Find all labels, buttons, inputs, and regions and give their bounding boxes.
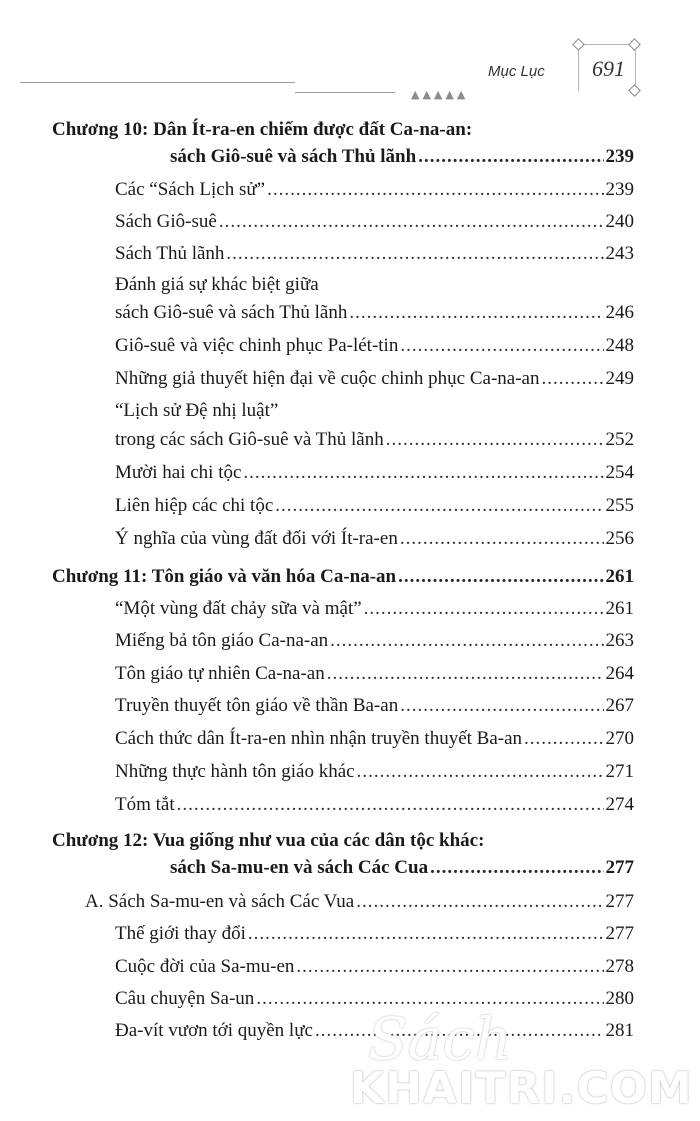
toc-entry-page: 255 — [605, 495, 634, 516]
toc-entry-page: 271 — [605, 761, 634, 782]
header-rule-short — [295, 92, 395, 93]
toc-section-entry[interactable] — [85, 890, 634, 914]
chapter-12-page: 277 — [605, 857, 634, 878]
dot-leader — [330, 629, 603, 653]
chapter-10-title-line1: Chương 10: Dân Ít-ra-en chiếm được đất Ca-na-an: — [52, 119, 473, 140]
toc-entry[interactable] — [115, 793, 634, 817]
dot-leader — [400, 334, 603, 358]
toc-section-title: A. Sách Sa-mu-en và sách Các Vua — [85, 891, 355, 912]
toc-entry-page: 246 — [605, 302, 634, 323]
chapter-11-page: 261 — [605, 566, 634, 587]
dot-leader — [243, 461, 603, 485]
chapter-11-entry[interactable] — [52, 565, 634, 589]
toc-entry[interactable] — [115, 494, 634, 518]
toc-entry[interactable] — [115, 760, 634, 784]
dot-leader — [524, 727, 603, 751]
dot-leader — [226, 242, 603, 266]
chapter-10-page: 239 — [605, 146, 634, 167]
toc-entry[interactable] — [115, 210, 634, 234]
toc-entry-title: Tôn giáo tự nhiên Ca-na-an — [115, 663, 325, 684]
toc-entry-title: Cách thức dân Ít-ra-en nhìn nhận truyền thuyết Ba-an — [115, 728, 523, 749]
dot-leader — [357, 760, 604, 784]
toc-entry[interactable] — [115, 367, 634, 391]
toc-entry[interactable] — [115, 629, 634, 653]
toc-entry-page: 256 — [605, 528, 634, 549]
dot-leader — [418, 145, 603, 169]
chapter-12-title-line2: sách Sa-mu-en và sách Các Cua — [170, 857, 429, 878]
chapter-10-title-line2: sách Giô-suê và sách Thủ lãnh — [170, 146, 417, 167]
toc-entry-title: Miếng bả tôn giáo Ca-na-an — [115, 630, 329, 651]
toc-entry-title: Truyền thuyết tôn giáo về thần Ba-an — [115, 695, 399, 716]
toc-entry-page: 267 — [605, 695, 634, 716]
dot-leader — [400, 694, 603, 718]
toc-entry-title: “Một vùng đất chảy sữa và mật” — [115, 598, 362, 619]
toc-entry-title: Sách Thủ lãnh — [115, 243, 225, 264]
toc-entry-page: 252 — [605, 429, 634, 450]
toc-entry-title: Cuộc đời của Sa-mu-en — [115, 956, 295, 977]
toc-section-page: 277 — [605, 891, 634, 912]
chapter-11-title: Chương 11: Tôn giáo và văn hóa Ca-na-an — [52, 566, 397, 587]
page-number: 691 — [592, 56, 625, 81]
toc-entry-page: 280 — [605, 988, 634, 1009]
toc-entry-title: Giô-suê và việc chinh phục Pa-lét-tin — [115, 335, 399, 356]
toc-entry[interactable] — [115, 301, 634, 325]
toc-entry[interactable] — [115, 178, 634, 202]
toc-entry-title: Mười hai chi tộc — [115, 462, 242, 483]
toc-entry-page: 240 — [605, 211, 634, 232]
toc-entry-title: Liên hiệp các chi tộc — [115, 495, 274, 516]
dot-leader — [364, 597, 604, 621]
toc-entry[interactable] — [115, 527, 634, 551]
chapter-12-title-line1: Chương 12: Vua giống như vua của các dân tộc khác: — [52, 830, 485, 851]
toc-entry-page: 239 — [605, 179, 634, 200]
toc-entry-page: 277 — [605, 923, 634, 944]
toc-entry[interactable] — [115, 242, 634, 266]
toc-entry-page: 270 — [605, 728, 634, 749]
toc-entry[interactable] — [115, 727, 634, 751]
triangle-ornament-icon: ▲▲▲▲▲ — [411, 88, 469, 101]
toc-entry-page: 263 — [605, 630, 634, 651]
toc-entry-title-line1: “Lịch sử Đệ nhị luật” — [115, 400, 279, 421]
toc-entry-title: Câu chuyện Sa-un — [115, 988, 255, 1009]
toc-entry[interactable] — [115, 334, 634, 358]
toc-entry-title: Những giả thuyết hiện đại về cuộc chinh phục Ca-na-an — [115, 368, 540, 389]
watermark-script: Sách — [368, 1005, 513, 1073]
toc-entry-page: 274 — [605, 794, 634, 815]
dot-leader — [386, 428, 604, 452]
toc-entry-title: Ý nghĩa của vùng đất đối với Ít-ra-en — [115, 528, 398, 549]
toc-entry[interactable] — [115, 461, 634, 485]
toc-entry-page: 248 — [605, 335, 634, 356]
dot-leader — [296, 955, 603, 979]
toc-entry-title-line1: Đánh giá sự khác biệt giữa — [115, 274, 319, 295]
toc-entry-title: Sách Giô-suê — [115, 211, 217, 232]
chapter-10-entry[interactable] — [170, 145, 634, 169]
dot-leader — [541, 367, 603, 391]
toc-entry-page: 249 — [605, 368, 634, 389]
dot-leader — [275, 494, 603, 518]
chapter-12-entry[interactable] — [170, 856, 634, 880]
toc-entry[interactable] — [115, 955, 634, 979]
toc-entry-title: Những thực hành tôn giáo khác — [115, 761, 355, 782]
toc-entry[interactable] — [115, 922, 634, 946]
toc-entry-page: 264 — [605, 663, 634, 684]
dot-leader — [430, 856, 603, 880]
toc-entry-page: 281 — [605, 1020, 634, 1041]
dot-leader — [267, 178, 603, 202]
toc-entry-title: Các “Sách Lịch sử” — [115, 179, 266, 200]
toc-entry-title: sách Giô-suê và sách Thủ lãnh — [115, 302, 348, 323]
toc-entry[interactable] — [115, 694, 634, 718]
running-title: Mục Lục — [488, 63, 545, 80]
toc-entry-page: 254 — [605, 462, 634, 483]
toc-entry-title: Tóm tắt — [115, 794, 175, 815]
page-header — [0, 0, 700, 110]
toc-entry[interactable] — [115, 662, 634, 686]
dot-leader — [400, 527, 604, 551]
toc-entry-title: trong các sách Giô-suê và Thủ lãnh — [115, 429, 384, 450]
toc-entry-page: 261 — [605, 598, 634, 619]
dot-leader — [349, 301, 603, 325]
toc-entry-page: 278 — [605, 956, 634, 977]
watermark — [350, 1005, 693, 1115]
dot-leader — [248, 922, 604, 946]
toc-entry[interactable] — [115, 428, 634, 452]
header-rule — [20, 82, 295, 83]
toc-entry-title: Thế giới thay đổi — [115, 923, 246, 944]
dot-leader — [177, 793, 604, 817]
toc-entry-page: 243 — [605, 243, 634, 264]
toc-entry-title: Đa-vít vươn tới quyền lực — [115, 1020, 313, 1041]
dot-leader — [356, 890, 603, 914]
dot-leader — [327, 662, 604, 686]
toc-entry[interactable] — [115, 597, 634, 621]
dot-leader — [219, 210, 604, 234]
dot-leader — [398, 565, 603, 589]
watermark-text: KHAITRI.COM — [350, 1063, 693, 1114]
